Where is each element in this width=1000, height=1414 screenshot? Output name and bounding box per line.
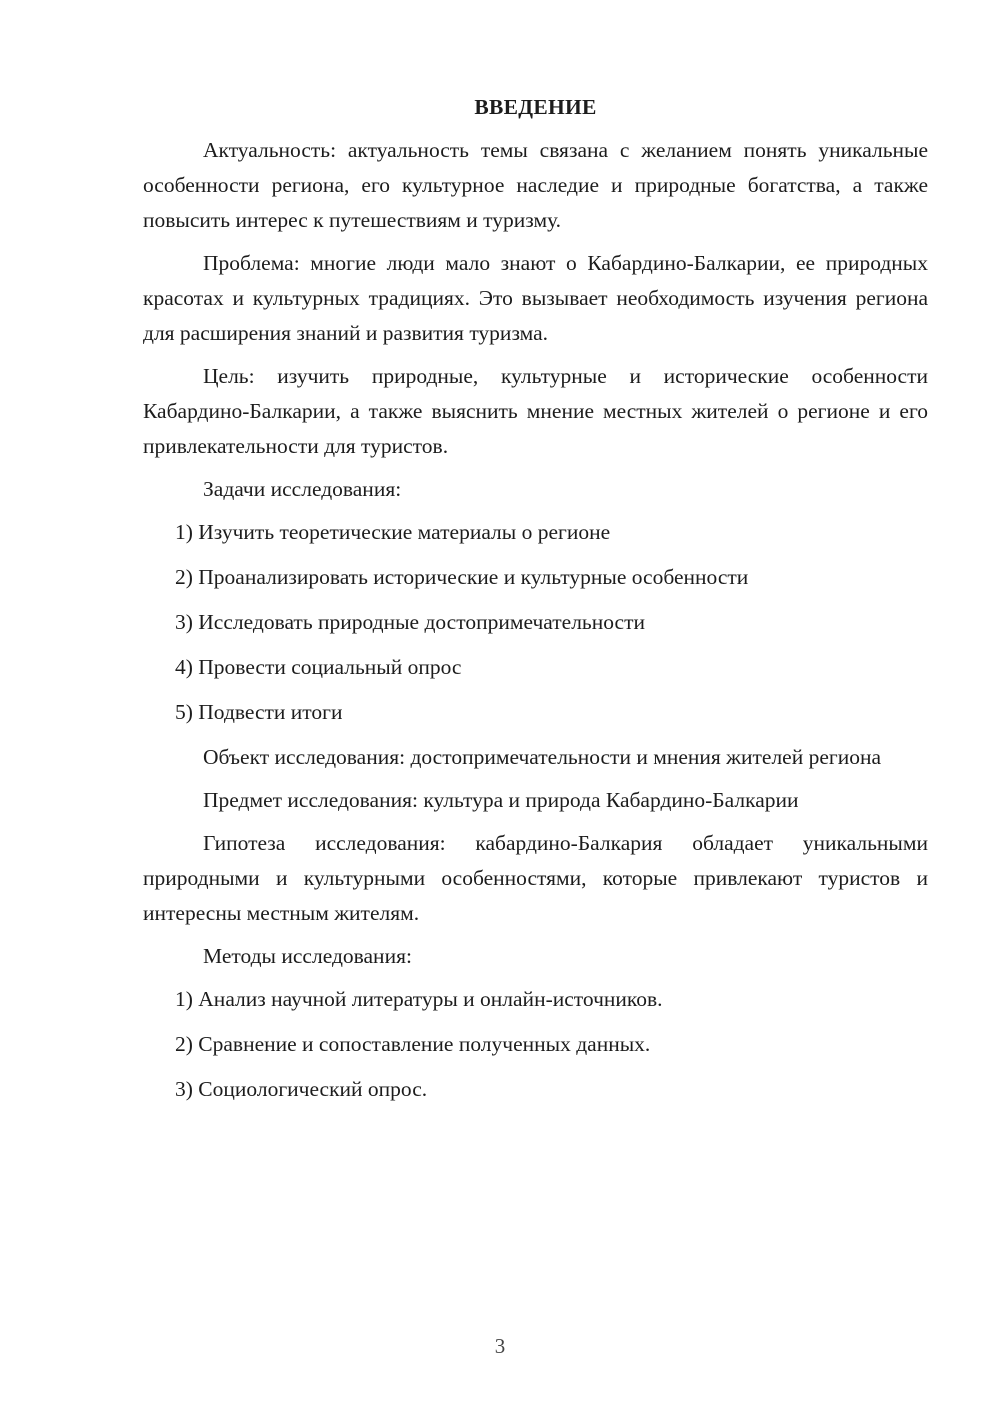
page-content (143, 90, 928, 1117)
tasks-list (143, 515, 928, 730)
list-item: 3) Социологический опрос. (175, 1077, 428, 1101)
relevance-paragraph: Актуальность: актуальность темы связана с желанием понять уникальные особенности региона, его культурное наследие и природные богатства, а также повысить интерес к путешествиям и туризму. (143, 138, 928, 232)
methods-heading: Методы исследования: (203, 944, 412, 968)
list-item: 3) Исследовать природные достопримечательности (175, 610, 645, 634)
list-item: 4) Провести социальный опрос (175, 655, 462, 679)
subject-paragraph: Предмет исследования: культура и природа Кабардино-Балкарии (203, 788, 799, 812)
tasks-heading: Задачи исследования: (203, 477, 402, 501)
page-title: ВВЕДЕНИЕ (474, 95, 597, 119)
hypothesis-paragraph: Гипотеза исследования: кабардино-Балкария обладает уникальными природными и культурными особенностями, которые привлекают туристов и интересны местным жителям. (143, 831, 928, 925)
page-number: 3 (494, 1334, 506, 1358)
list-item: 1) Изучить теоретические материалы о регионе (175, 520, 611, 544)
methods-list (143, 982, 928, 1107)
object-paragraph: Объект исследования: достопримечательности и мнения жителей региона (203, 745, 882, 769)
list-item: 5) Подвести итоги (175, 700, 343, 724)
list-item: 2) Проанализировать исторические и культурные особенности (175, 565, 749, 589)
list-item: 1) Анализ научной литературы и онлайн-источников. (175, 987, 663, 1011)
list-item: 2) Сравнение и сопоставление полученных данных. (175, 1032, 651, 1056)
problem-paragraph: Проблема: многие люди мало знают о Кабардино-Балкарии, ее природных красотах и культурных традициях. Это вызывает необходимость изучения региона для расширения знаний и развития туризма. (143, 251, 928, 345)
goal-paragraph: Цель: изучить природные, культурные и исторические особенности Кабардино-Балкарии, а также выяснить мнение местных жителей о регионе и его привлекательности для туристов. (143, 364, 928, 458)
